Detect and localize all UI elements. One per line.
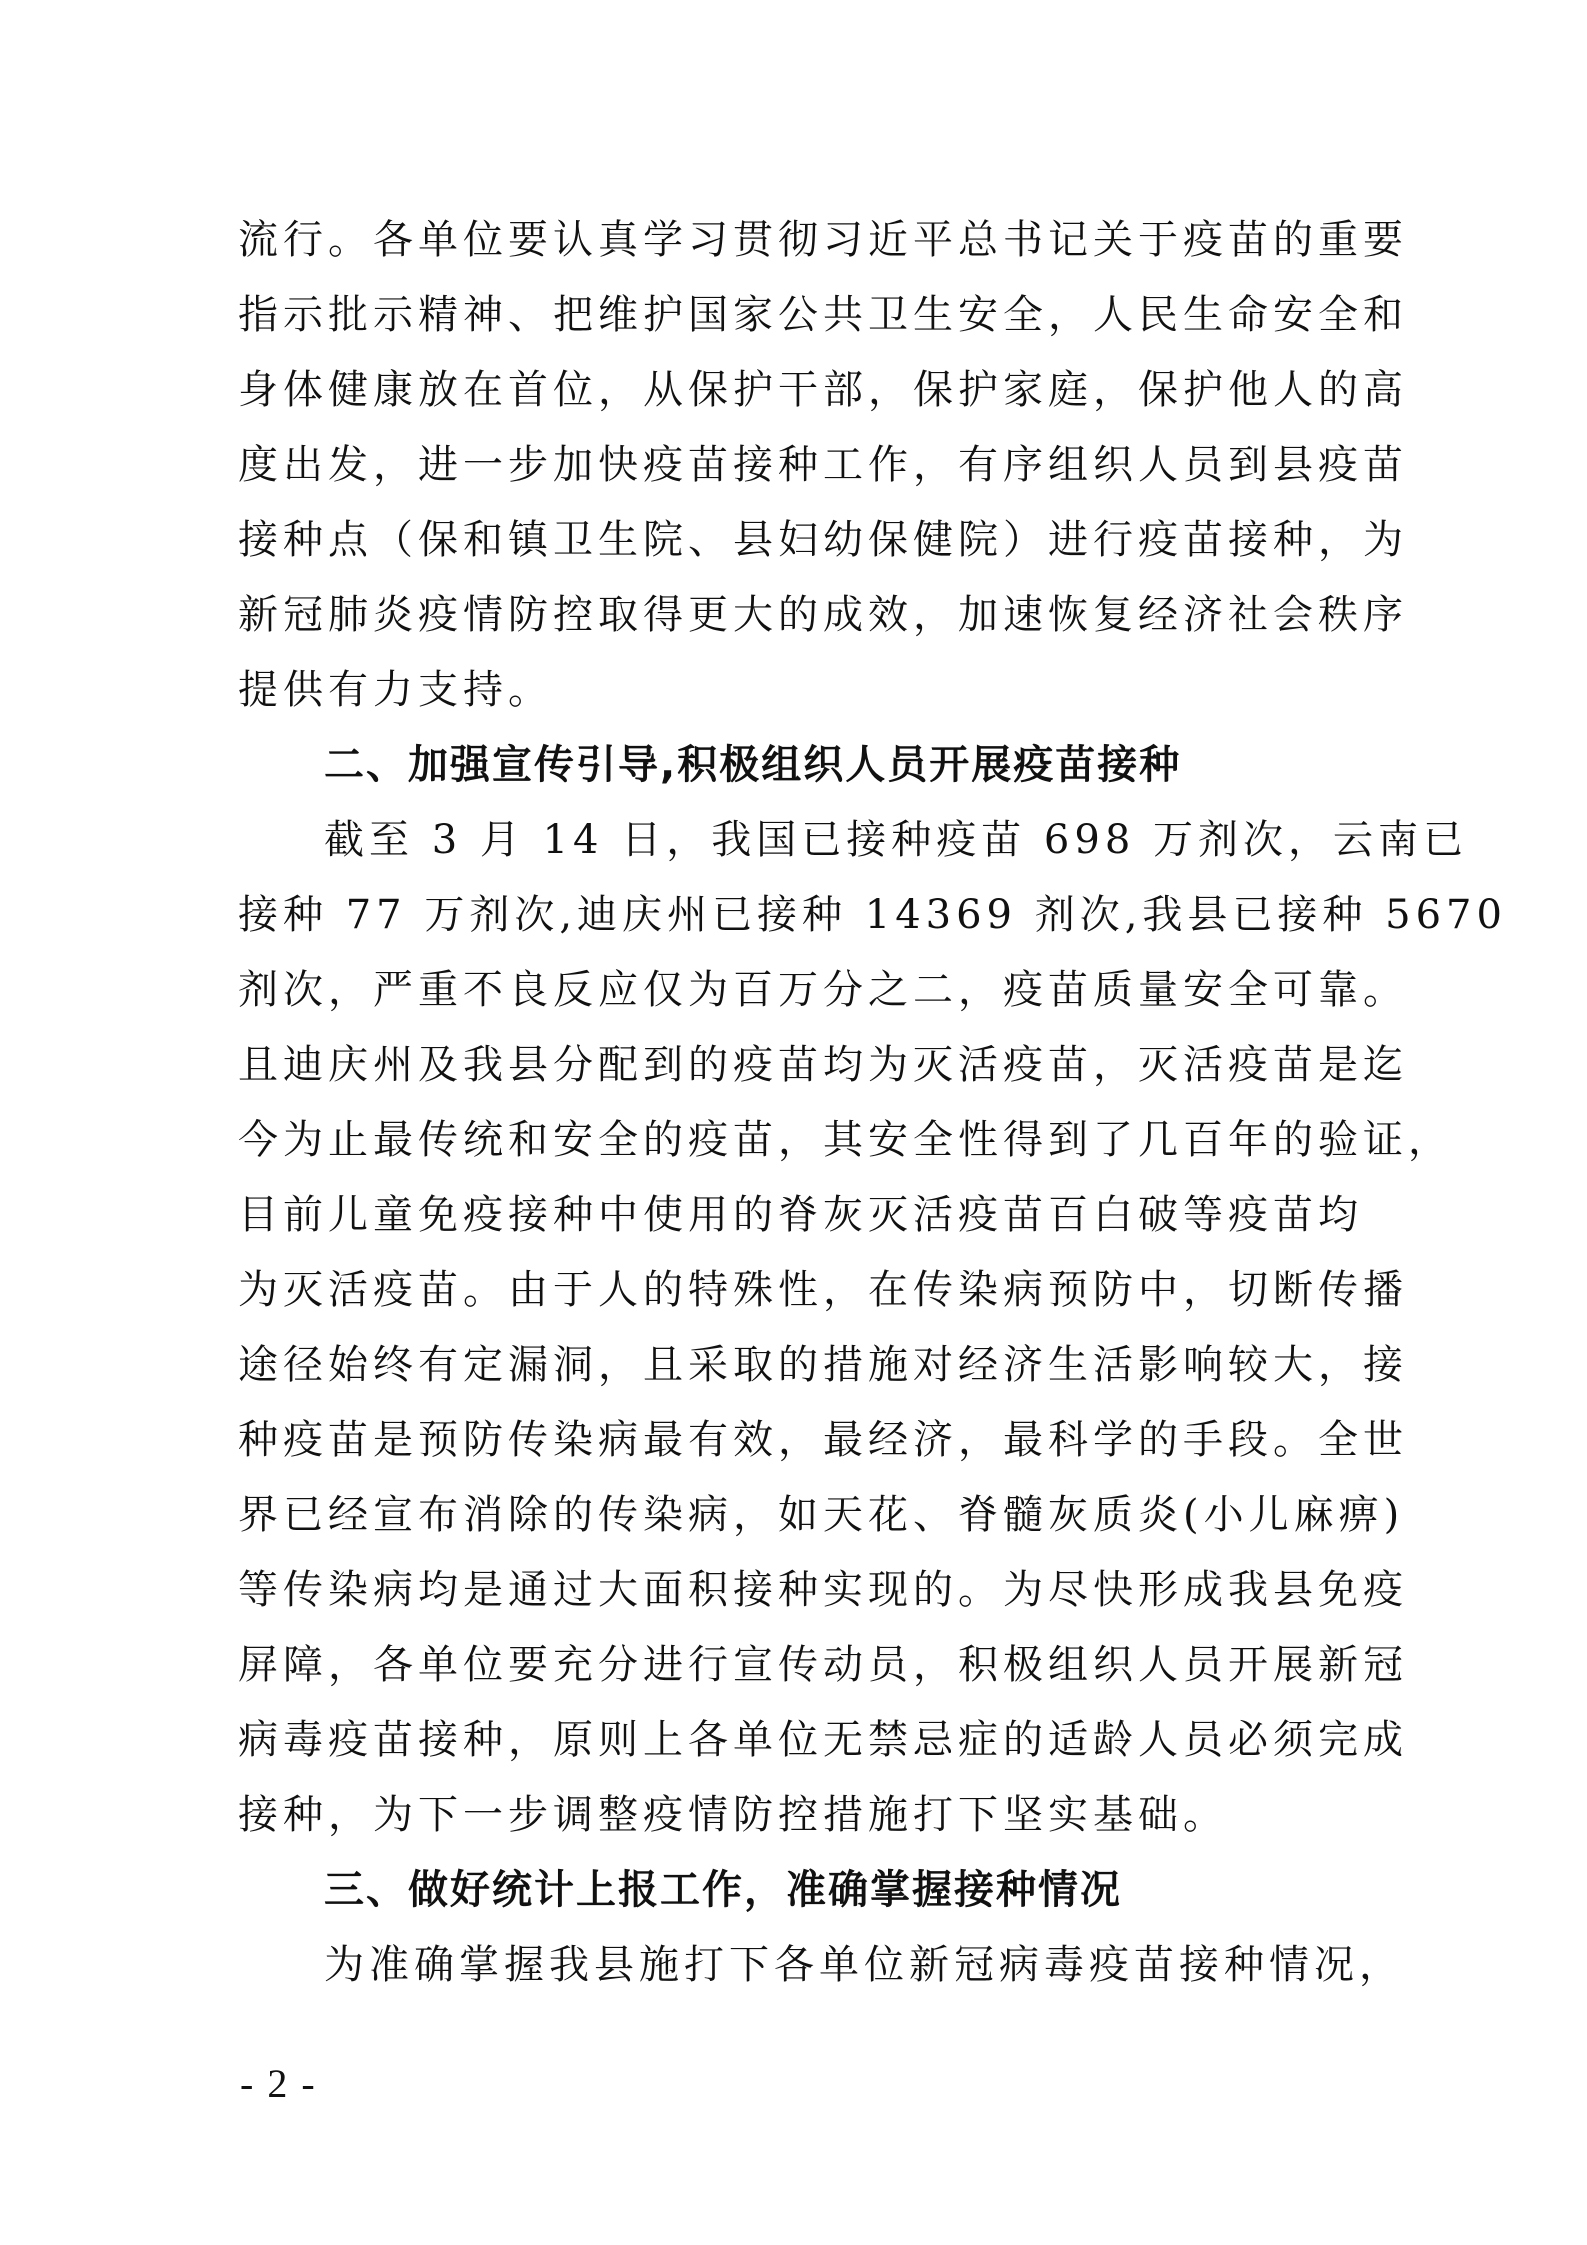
section-heading-2: 二、加强宣传引导,积极组织人员开展疫苗接种 [324, 742, 1182, 788]
body-line: 提供有力支持。 [238, 667, 553, 713]
body-line: 身体健康放在首位，从保护干部，保护家庭，保护他人的高 [238, 367, 1408, 413]
document-body [238, 203, 1507, 2003]
body-line: 接种点（保和镇卫生院、县妇幼保健院）进行疫苗接种，为 [238, 517, 1408, 563]
body-line: 为灭活疫苗。由于人的特殊性，在传染病预防中，切断传播 [238, 1267, 1408, 1313]
page-number: - 2 - [240, 2061, 317, 2106]
body-line: 且迪庆州及我县分配到的疫苗均为灭活疫苗，灭活疫苗是迄 [238, 1042, 1408, 1088]
body-line: 新冠肺炎疫情防控取得更大的成效，加速恢复经济社会秩序 [238, 592, 1408, 638]
body-line: 种疫苗是预防传染病最有效，最经济，最科学的手段。全世 [238, 1417, 1408, 1463]
body-line: 等传染病均是通过大面积接种实现的。为尽快形成我县免疫 [238, 1567, 1408, 1613]
body-line: 今为止最传统和安全的疫苗，其安全性得到了几百年的验证， [238, 1117, 1453, 1163]
body-line: 剂次，严重不良反应仅为百万分之二，疫苗质量安全可靠。 [238, 967, 1408, 1013]
paragraph-first-line: 为准确掌握我县施打下各单位新冠病毒疫苗接种情况， [324, 1942, 1404, 1988]
body-line: 屏障，各单位要充分进行宣传动员，积极组织人员开展新冠 [238, 1642, 1408, 1688]
body-line: 目前儿童免疫接种中使用的脊灰灭活疫苗百白破等疫苗均 [238, 1192, 1363, 1238]
body-line: 接种，为下一步调整疫情防控措施打下坚实基础。 [238, 1792, 1228, 1838]
body-line: 指示批示精神、把维护国家公共卫生安全，人民生命安全和 [238, 292, 1408, 338]
section-heading-3: 三、做好统计上报工作，准确掌握接种情况 [324, 1867, 1122, 1913]
paragraph-first-line: 截至 3 月 14 日，我国已接种疫苗 698 万剂次，云南已 [324, 817, 1468, 863]
body-line: 病毒疫苗接种，原则上各单位无禁忌症的适龄人员必须完成 [238, 1717, 1408, 1763]
body-line: 流行。各单位要认真学习贯彻习近平总书记关于疫苗的重要 [238, 217, 1408, 263]
body-line: 接种 77 万剂次,迪庆州已接种 14369 剂次,我县已接种 5670 [238, 892, 1507, 938]
body-line: 度出发，进一步加快疫苗接种工作，有序组织人员到县疫苗 [238, 442, 1408, 488]
body-line: 途径始终有定漏洞，且采取的措施对经济生活影响较大，接 [238, 1342, 1408, 1388]
body-line: 界已经宣布消除的传染病，如天花、脊髓灰质炎(小儿麻痹) [238, 1492, 1405, 1538]
